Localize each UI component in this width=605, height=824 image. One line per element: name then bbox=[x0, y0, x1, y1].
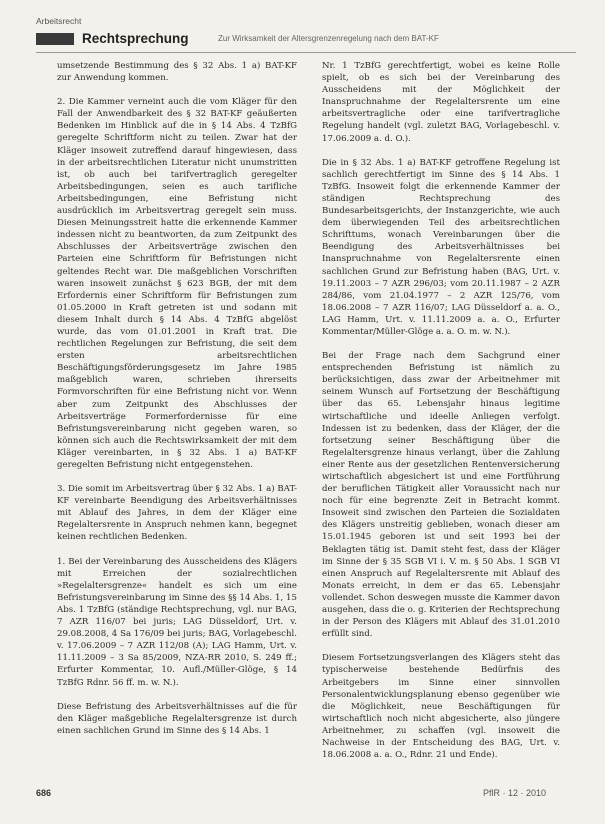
page-footer bbox=[36, 788, 576, 802]
header-title: Rechtsprechung bbox=[82, 31, 189, 46]
header-subtitle: Zur Wirksamkeit der Altersgrenzenregelung nach dem BAT-KF bbox=[218, 34, 439, 43]
paragraph: Die in § 32 Abs. 1 a) BAT-KF getroffene Regelung ist sachlich gerechtfertigt im Sinne des § 14 Abs. 1 TzBfG. Insoweit folgt die erkennende Kammer der ständigen Rechtsprechung des Bundesarbeitsgerichts, der Instanzgerichte, wie auch dem überwiegenden Teil des arbeitsrechtlichen Schrifttums, wonach Vereinbarungen über die Beendigung des Arbeitsverhältnisses bei Inanspruchnahme von Regelaltersrente einen sachlichen Grund zur Befristung haben (BAG, Urt. v. 19.11.2003 – 7 AZR 296/03; vom 20.11.1987 – 2 AZR 284/86, vom 21.04.1977 – 2 AZR 125/76, vom 18.06.2008 – 7 AZR 116/07; LAG Düsseldorf a. a. O., LAG Hamm, Urt. v. 11.11.2009 a. a. O., Erfurter Kommentar/Müller-Glöge a. a. O. m. w. N.). bbox=[322, 157, 560, 337]
paragraph: 3. Die somit im Arbeitsvertrag über § 32 Abs. 1 a) BAT-KF vereinbarte Beendigung des Arbeitsverhältnisses mit Ablauf des Jahres, in dem der Kläger eine Regelaltersrente in Anspruch nehmen kann, begegnet keinen rechtlichen Bedenken. bbox=[57, 484, 297, 543]
section-label: Arbeitsrecht bbox=[36, 16, 82, 26]
journal-reference: PflR · 12 · 2010 bbox=[482, 788, 546, 798]
paragraph: Diesem Fortsetzungsverlangen des Klägers steht das typischerweise bestehende Bedürfnis des Arbeitgebers im Sinne einer sinnvollen Personalentwicklungsplanung ebenso gegenüber wie die Möglichkeit, neue Beschäftigungen für wirtschaftlich noch nicht abgesicherte, also jüngere Arbeitnehmer, zu schaffen (vgl. insoweit die Nachweise in der Entscheidung des BAG, Urt. v. 18.06.2008 a. a. O., Rdnr. 21 und Ende). bbox=[322, 653, 560, 761]
right-column bbox=[322, 60, 560, 773]
paragraph: 2. Die Kammer verneint auch die vom Kläger für den Fall der Anwendbarkeit des § 32 BAT-KF geäußerten Bedenken im Hinblick auf die in § 14 Abs. 4 TzBfG geregelte Schriftform nicht zu teilen. Zwar hat der Kläger insoweit zutreffend darauf hingewiesen, dass in der arbeitsrechtlichen Literatur nicht unumstritten ist, ob auch bei tarifvertraglich geregelter Arbeitsbedingungen, seien es auch tarifliche Arbeitsbedingungen, eine Befristung nicht ausdrücklich im Arbeitsvertrag geregelt sein muss. Diesen Meinungsstreit hatte die erkennende Kammer indessen nicht zu beantworten, da zum Zeitpunkt des Abschlusses der Arbeitsverträge zwischen den Parteien eine Schriftform für Befristungen nicht geltendes Recht war. Die maßgeblichen Vorschriften waren insoweit zunächst § 623 BGB, der mit dem Erfordernis einer Schriftform für Befristungen zum 01.05.2000 in Kraft getreten ist und sodann mit diesem Inhalt durch § 14 Abs. 4 TzBfG abgelöst wurde, das vom 01.01.2001 in Kraft trat. Die rechtlichen Regelungen zur Befristung, die seit dem ersten arbeitsrechtlichen Beschäftigungsförderungsgesetz im Jahre 1985 maßgeblich waren, schrieben ihrerseits Formvorschriften für eine Befristung nicht vor. Wenn aber zum Zeitpunkt des Abschlusses der Arbeitsverträge Formerfordernisse für eine Befristungsvereinbarung nicht gegeben waren, so können sich auch die Rechtswirksamkeit der mit dem Kläger vereinbarten, in § 32 Abs. 1 a) BAT-KF geregelten Befristung nicht entgegenstehen. bbox=[57, 97, 297, 470]
page-number: 686 bbox=[36, 788, 52, 798]
page-header bbox=[36, 30, 576, 53]
paragraph: Bei der Frage nach dem Sachgrund einer entsprechenden Befristung ist nämlich zu berücksichtigen, dass zwar der Arbeitnehmer mit seinem Wunsch auf Fortsetzung der Beschäftigung über das 65. Lebensjahr hinaus legitime wirtschaftliche und ideelle Anliegen verfolgt. Indessen ist zu bedenken, dass der Kläger, der die fortsetzung seiner Beschäftigung über die Regelaltersgrenze hinaus verlangt, über die Zahlung einer Rente aus der gesetzlichen Rentenversicherung wirtschaftlich abgesichert ist und eine Fortführung der beruflichen Tätigkeit aller Voraussicht nach nur noch für eine begrenzte Zeit in Betracht kommt. Insoweit sind zwischen den Parteien die Sozialdaten des Klägers unstreitig geblieben, wonach dieser am 15.01.1945 geboren ist und seit 1993 bei der Beklagten tätig ist. Damit steht fest, dass der Kläger im Sinne der § 35 SGB VI i. V. m. § 50 Abs. 1 SGB VI einen Anspruch auf Regelaltersrente mit Ablauf des Monats erreicht, in dem er das 65. Lebensjahr vollendet. Schon deswegen musste die Kammer davon ausgehen, dass die o. g. Kriterien der Rechtsprechung in der Person des Klägers mit Ablauf des 31.01.2010 erfüllt sind. bbox=[322, 351, 560, 640]
paragraph: Nr. 1 TzBfG gerechtfertigt, wobei es keine Rolle spielt, ob es sich bei der Vereinbarung des Ausscheidens mit der Möglichkeit der Inanspruchnahme der Regelaltersrente um eine arbeitsvertragliche oder eine tarifvertragliche Regelung handelt (vgl. zuletzt BAG, Vorlagebeschl. v. 17.06.2009 a. d. O.). bbox=[322, 61, 560, 144]
paragraph: Diese Befristung des Arbeitsverhältnisses auf die für den Kläger maßgebliche Regelaltersgrenze ist durch einen sachlichen Grund im Sinne des § 14 Abs. 1 bbox=[57, 701, 297, 736]
paragraph: umsetzende Bestimmung des § 32 Abs. 1 a) BAT-KF zur Anwendung kommen. bbox=[57, 61, 297, 84]
paragraph: 1. Bei der Vereinbarung des Ausscheidens des Klägers mit Erreichen der sozialrechtlichen »Regelaltersgrenze« handelt es sich um eine Befristungsvereinbarung im Sinne des §§ 14 Abs. 1, 15 Abs. 1 TzBfG (ständige Rechtsprechung, vgl. nur BAG, 7 AZR 116/07 bei juris; LAG Düsseldorf, Urt. v. 29.08.2008, 4 Sa 176/09 bei juris; BAG, Vorlagebeschl. v. 17.06.2009 – 7 AZR 112/08 (A); LAG Hamm, Urt. v. 11.11.2009 – 3 Sa 85/2009, NZA-RR 2010, S. 249 ff.; Erfurter Kommentar, 10. Aufl./Müller-Glöge, § 14 TzBfG Rdnr. 56 ff. m. w. N.). bbox=[57, 556, 297, 688]
left-column bbox=[57, 60, 297, 749]
header-marker bbox=[36, 33, 74, 45]
